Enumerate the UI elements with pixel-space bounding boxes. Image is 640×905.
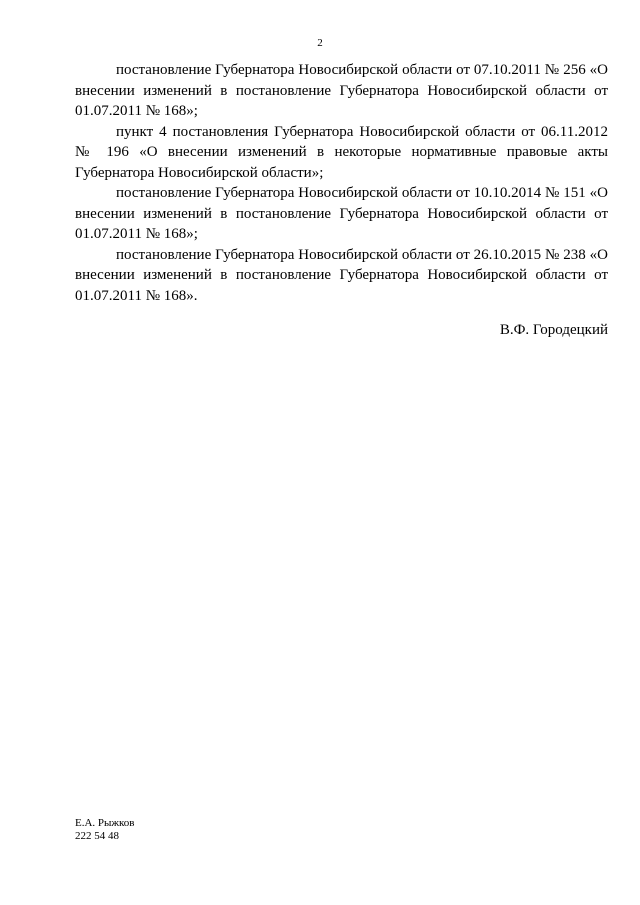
document-body: [75, 60, 608, 306]
signature-name: В.Ф. Городецкий: [499, 322, 608, 338]
page-number: 2: [317, 37, 323, 49]
executor-name: Е.А. Рыжков: [75, 817, 135, 829]
paragraph-1: постановление Губернатора Новосибирской области от 07.10.2011 № 256 «О внесении изменений в постановление Губернатора Новосибирской области от 01.07.2011 № 168»;: [75, 62, 608, 119]
paragraph-4: постановление Губернатора Новосибирской области от 26.10.2015 № 238 «О внесении изменений в постановление Губернатора Новосибирской области от 01.07.2011 № 168».: [75, 246, 608, 304]
paragraph-3: постановление Губернатора Новосибирской области от 10.10.2014 № 151 «О внесении изменений в постановление Губернатора Новосибирской области от 01.07.2011 № 168»;: [75, 185, 608, 242]
executor-phone: 222 54 48: [75, 830, 119, 842]
paragraph-2: пункт 4 постановления Губернатора Новосибирской области от 06.11.2012 № 196 «О внесении изменений в некоторые нормативные правовые акты Губернатора Новосибирской области»;: [75, 123, 608, 181]
executor-block: [75, 817, 135, 843]
